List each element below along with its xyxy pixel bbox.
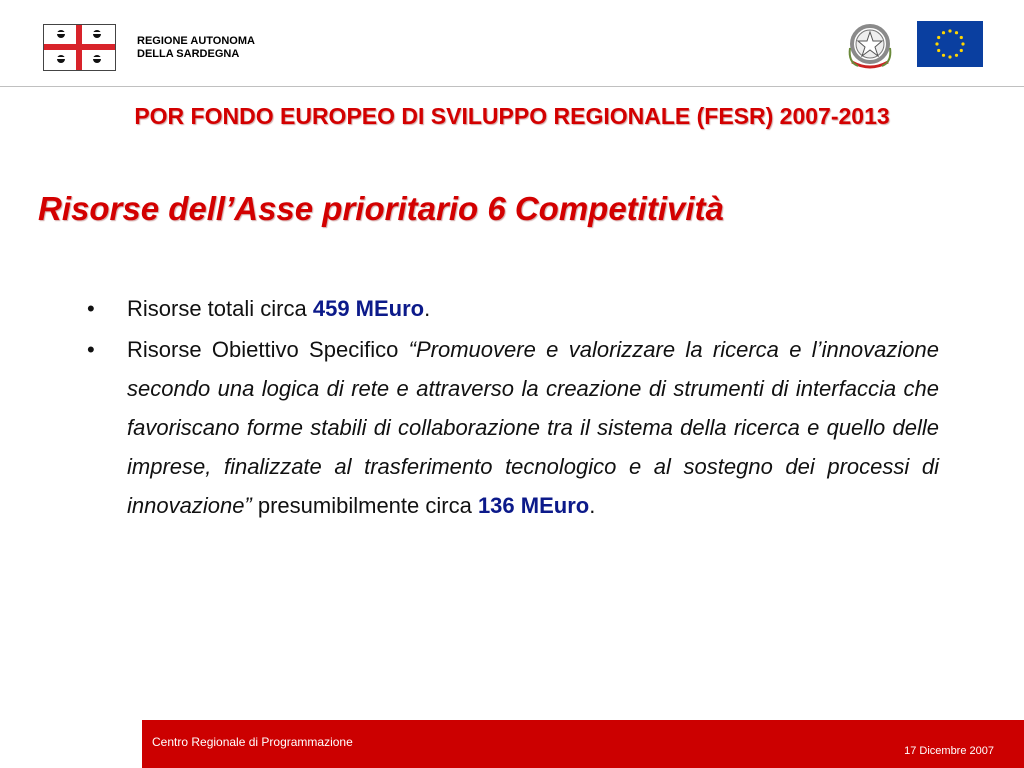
footer-date: 17 Dicembre 2007 (904, 745, 994, 757)
amount-value: 459 MEuro (312, 296, 425, 321)
bullet-text: Risorse totali circa (127, 296, 313, 321)
sardinia-flag-icon (43, 24, 116, 71)
objective-quote: “Promuovere e valorizzare la ricerca e l’innovazione secondo una logica di rete e attraverso la creazione di strumenti di interfaccia che favoriscano forme stabili di collaborazione tra il sistema della ricerca e quello delle imprese, finalizzate al trasferimento tecnologico e al sostegno dei processi di innovazione” (127, 337, 939, 518)
bullet-item-specific-objective (87, 330, 939, 525)
italian-emblem-icon (842, 18, 898, 74)
amount-value: 136 MEuro (477, 493, 590, 518)
region-name-line2: DELLA SARDEGNA (137, 48, 240, 60)
section-title: Risorse dell’Asse prioritario 6 Competitività (38, 190, 724, 227)
region-name (137, 35, 255, 61)
region-name-line1: REGIONE AUTONOMA (137, 35, 255, 47)
footer-bar (142, 720, 1024, 768)
bullet-text-middle: presumibilmente circa (251, 493, 478, 518)
bullet-suffix: . (589, 493, 596, 518)
footer-organization: Centro Regionale di Programmazione (152, 735, 353, 749)
program-title: POR FONDO EUROPEO DI SVILUPPO REGIONALE (FESR) 2007-2013 (134, 103, 890, 129)
bullet-text: Risorse Obiettivo Specifico (127, 337, 409, 362)
bullet-suffix: . (424, 296, 431, 321)
bullet-dot: • (87, 296, 95, 321)
bullet-dot: • (87, 337, 95, 362)
bullet-list (87, 289, 939, 527)
eu-flag-icon (917, 21, 983, 67)
header-divider (0, 86, 1024, 87)
bullet-item-total-resources (87, 289, 939, 328)
